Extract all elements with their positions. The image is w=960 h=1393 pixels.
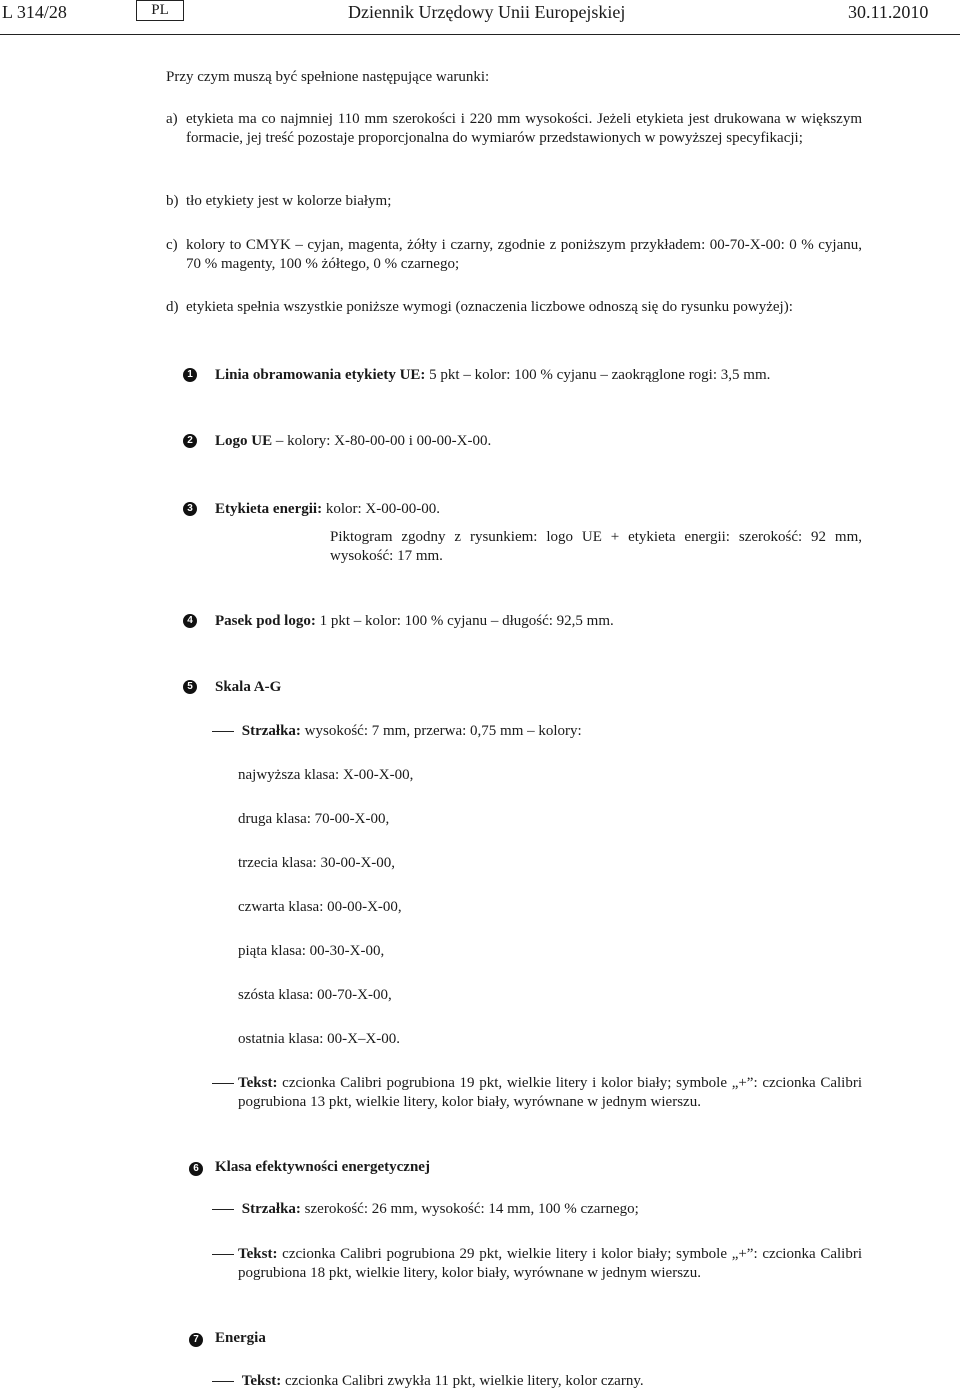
page-reference: L 314/28 xyxy=(2,2,67,22)
publication-date: 30.11.2010 xyxy=(848,2,929,22)
item-number-1: 1 xyxy=(183,368,197,382)
dash-bullet xyxy=(212,1209,234,1210)
condition-text-b: tło etykiety jest w kolorze białym; xyxy=(186,193,392,209)
scale-arrow-label: Strzałka: xyxy=(241,723,301,739)
efficiency-text-label: Tekst: xyxy=(238,1246,278,1262)
item-7-title: Energia xyxy=(215,1330,266,1346)
condition-text-d: etykieta spełnia wszystkie poniższe wymogi (oznaczenia liczbowe odnoszą się do rysunku powyżej): xyxy=(186,299,793,315)
scale-text-description: czcionka Calibri pogrubiona 19 pkt, wielkie litery i kolor biały; symbole „+”: czcionka Calibri pogrubiona 13 pkt, wielkie litery, kolor biały, wyrównane w jednym wierszu. xyxy=(238,1075,862,1110)
item-4-text: 1 pkt – kolor: 100 % cyjanu – długość: 92,5 mm. xyxy=(319,613,614,629)
item-number-4: 4 xyxy=(183,614,197,628)
scale-class-5: piąta klasa: 00-30-X-00, xyxy=(238,943,385,959)
item-number-3: 3 xyxy=(183,502,197,516)
item-2 xyxy=(215,432,491,451)
item-6-title: Klasa efektywności energetycznej xyxy=(215,1159,430,1175)
energy-text-description: czcionka Calibri zwykła 11 pkt, wielkie litery, kolor czarny. xyxy=(284,1373,644,1389)
condition-label-c: c) xyxy=(166,237,178,253)
scale-class-3: trzecia klasa: 30-00-X-00, xyxy=(238,855,396,871)
scale-text-label: Tekst: xyxy=(238,1075,278,1091)
energy-text-spec xyxy=(212,1372,644,1391)
item-1-title: Linia obramowania etykiety UE: xyxy=(215,367,426,383)
scale-text-spec xyxy=(238,1074,862,1112)
journal-title: Dziennik Urzędowy Unii Europejskiej xyxy=(348,2,626,22)
item-1-text: 5 pkt – kolor: 100 % cyjanu – zaokrąglone rogi: 3,5 mm. xyxy=(429,367,771,383)
header-divider xyxy=(0,34,960,35)
language-code: PL xyxy=(136,0,184,21)
scale-arrow-text: wysokość: 7 mm, przerwa: 0,75 mm – kolory: xyxy=(304,723,582,739)
item-4-title: Pasek pod logo: xyxy=(215,613,316,629)
scale-class-2: druga klasa: 70-00-X-00, xyxy=(238,811,390,827)
item-3 xyxy=(215,500,440,519)
condition-label-b: b) xyxy=(166,193,179,209)
item-3-pictogram-note: Piktogram zgodny z rysunkiem: logo UE + etykieta energii: szerokość: 92 mm, wysokość: 17 mm. xyxy=(330,529,862,564)
efficiency-arrow-label: Strzałka: xyxy=(241,1201,301,1217)
scale-class-6: szósta klasa: 00-70-X-00, xyxy=(238,987,392,1003)
efficiency-text-description: czcionka Calibri pogrubiona 29 pkt, wielkie litery i kolor biały; symbole „+”: czcionka Calibri pogrubiona 18 pkt, wielkie litery, kolor biały, wyrównane w jednym wierszu. xyxy=(238,1246,862,1281)
item-number-6: 6 xyxy=(189,1162,203,1176)
item-number-5: 5 xyxy=(183,680,197,694)
scale-class-1: najwyższa klasa: X-00-X-00, xyxy=(238,767,414,783)
dash-bullet xyxy=(212,731,234,732)
item-number-2: 2 xyxy=(183,434,197,448)
intro-text: Przy czym muszą być spełnione następujące warunki: xyxy=(166,69,490,85)
scale-class-4: czwarta klasa: 00-00-X-00, xyxy=(238,899,402,915)
item-4 xyxy=(215,612,614,631)
condition-text-c: kolory to CMYK – cyjan, magenta, żółty i czarny, zgodnie z poniższym przykładem: 00-70-X-00: 0 % cyjanu, 70 % magenty, 100 % żółtego, 0 % czarnego; xyxy=(186,237,862,272)
item-2-text: – kolory: X-80-00-00 i 00-00-X-00. xyxy=(275,433,492,449)
dash-bullet xyxy=(212,1083,234,1084)
energy-text-label: Tekst: xyxy=(241,1373,282,1389)
dash-bullet xyxy=(212,1254,234,1255)
efficiency-text-spec xyxy=(238,1245,862,1283)
condition-label-d: d) xyxy=(166,299,179,315)
scale-class-7: ostatnia klasa: 00-X–X-00. xyxy=(238,1031,401,1047)
scale-arrow-spec xyxy=(212,722,582,741)
item-number-7: 7 xyxy=(189,1333,203,1347)
dash-bullet xyxy=(212,1381,234,1382)
item-1 xyxy=(215,366,770,385)
item-5-title: Skala A-G xyxy=(215,679,282,695)
efficiency-arrow-spec xyxy=(212,1200,639,1219)
condition-text-a: etykieta ma co najmniej 110 mm szerokości i 220 mm wysokości. Jeżeli etykieta jest drukowana w większym formacie, jej treść pozostaje proporcjonalna do wymiarów przedstawionych w powyższej specyfikacji; xyxy=(186,111,862,146)
item-3-text: kolor: X-00-00-00. xyxy=(325,501,440,517)
item-2-title: Logo UE xyxy=(215,433,273,449)
efficiency-arrow-text: szerokość: 26 mm, wysokość: 14 mm, 100 % czarnego; xyxy=(304,1201,639,1217)
item-3-title: Etykieta energii: xyxy=(215,501,323,517)
condition-label-a: a) xyxy=(166,111,178,127)
